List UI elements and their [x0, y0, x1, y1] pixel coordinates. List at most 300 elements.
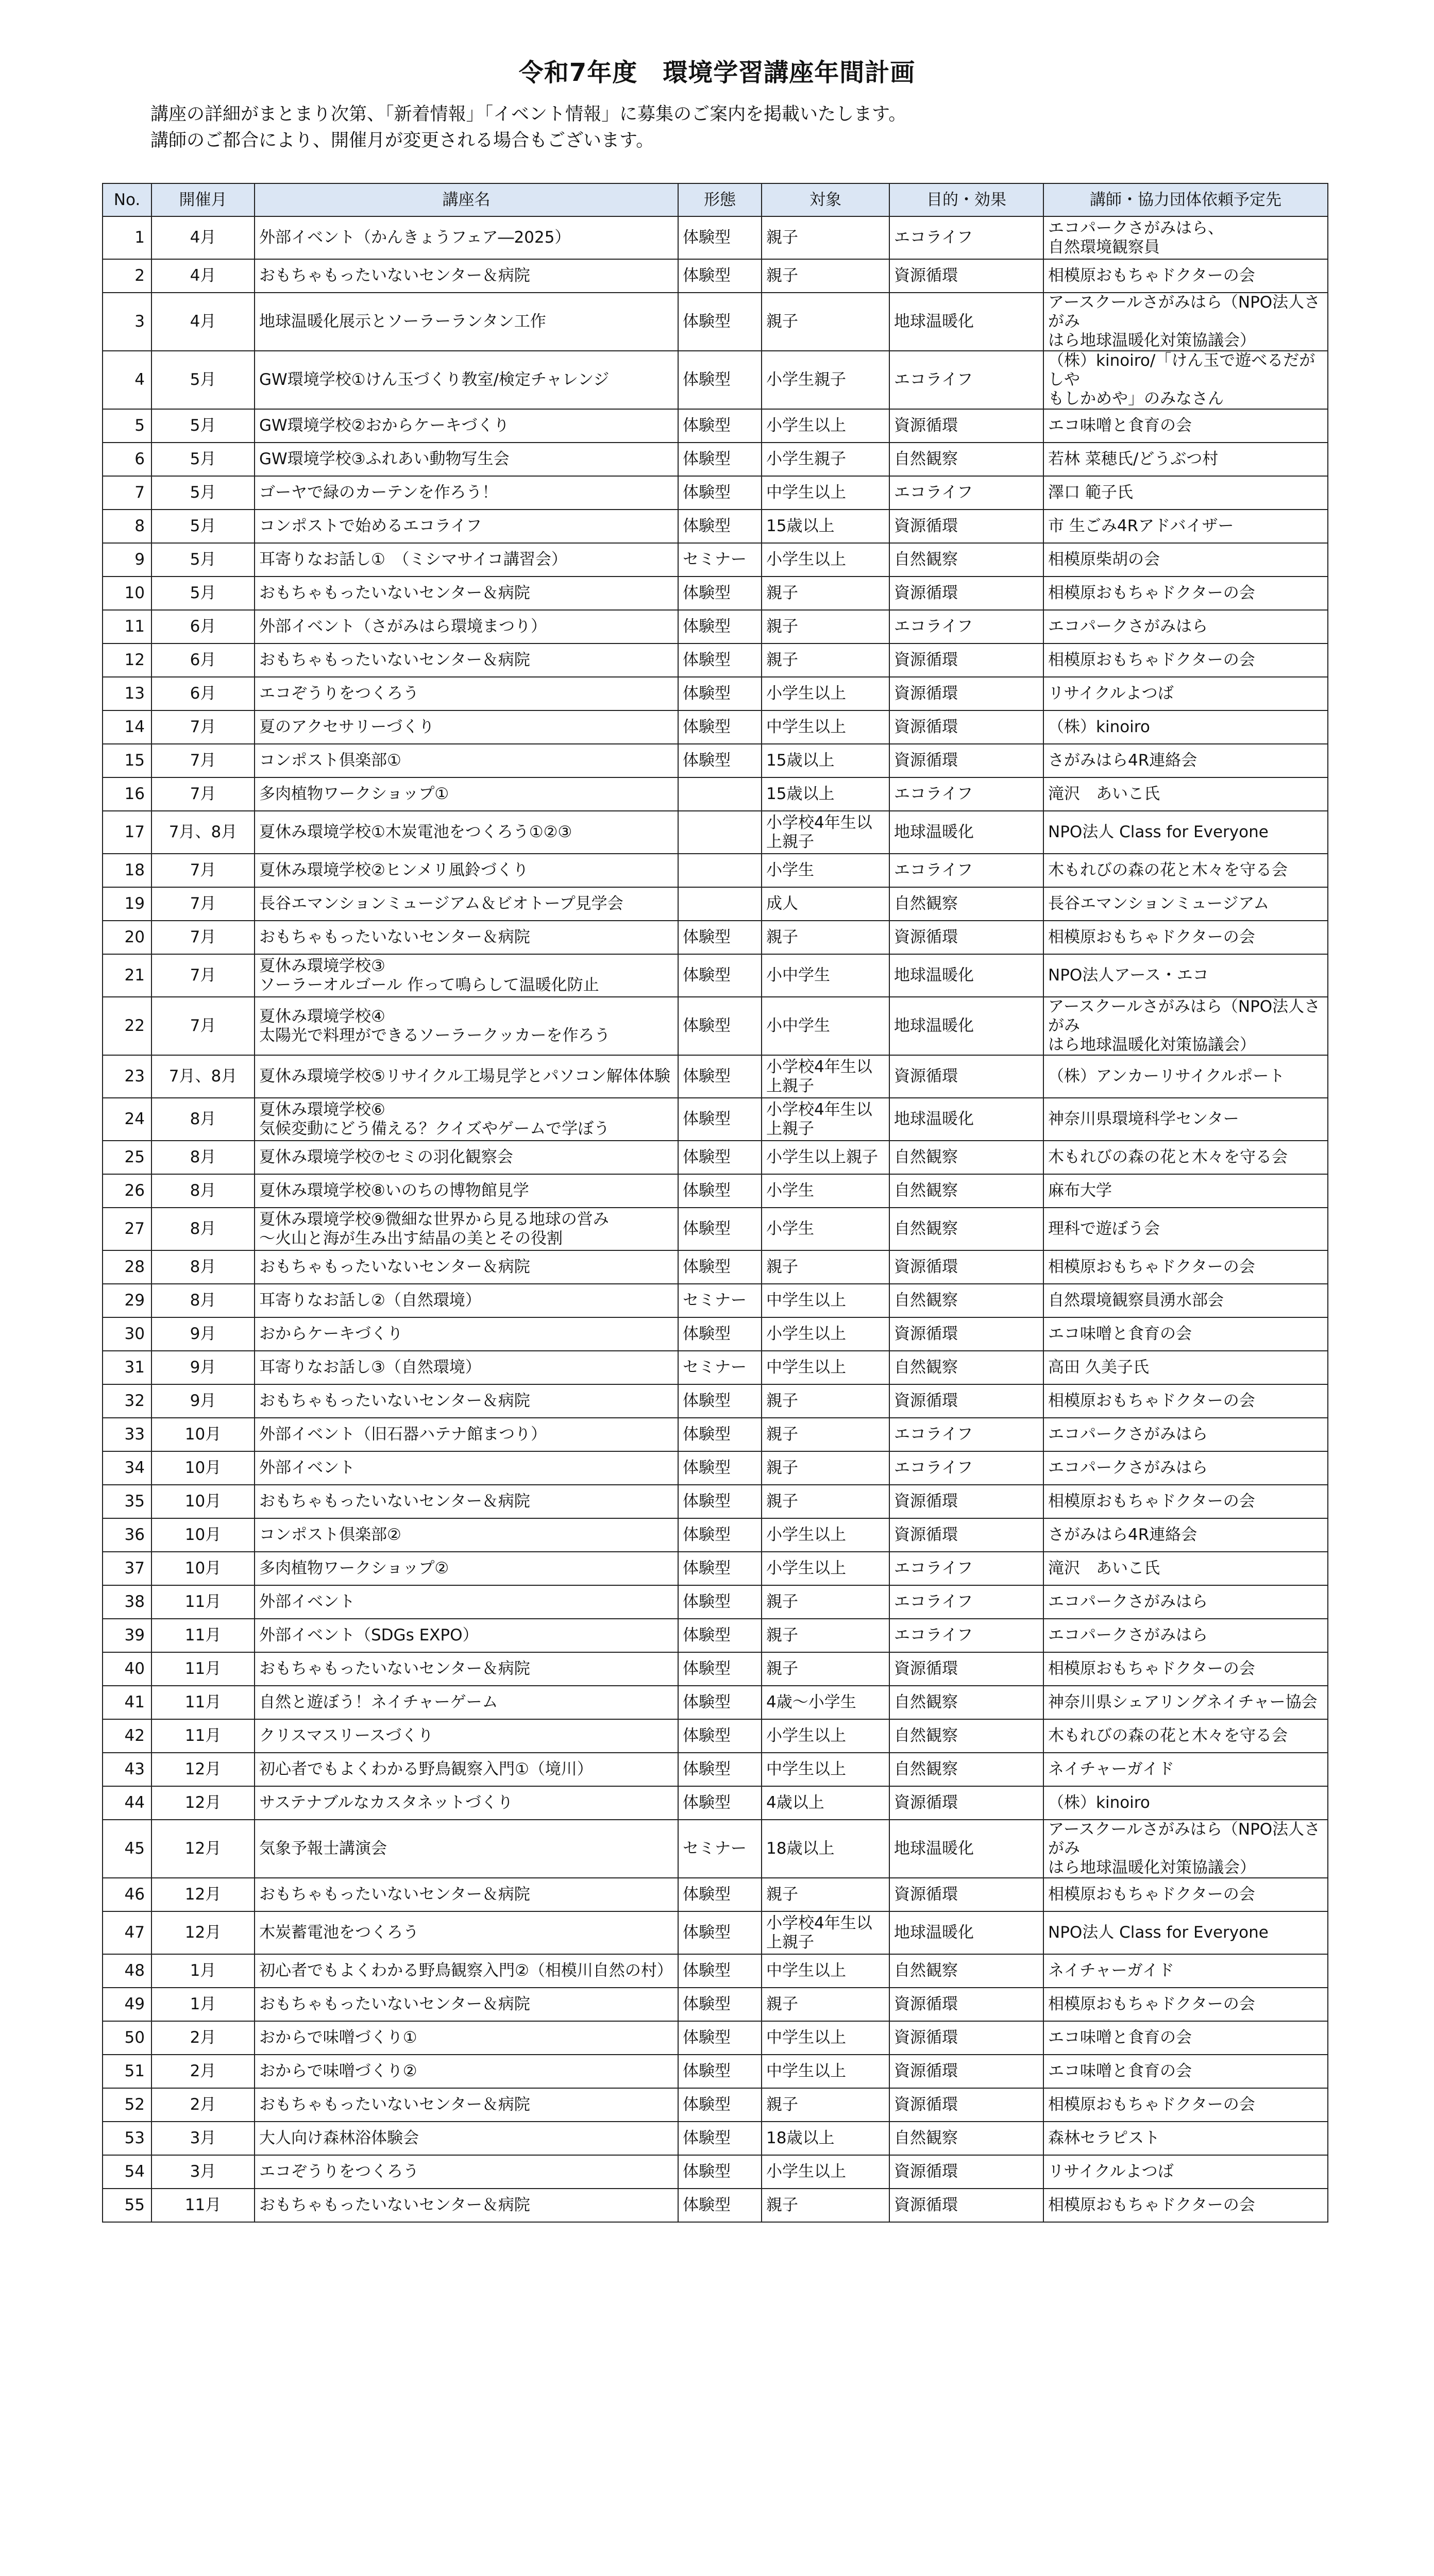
- row-month: 5月: [151, 577, 255, 610]
- table-row: [103, 2088, 1328, 2122]
- row-purpose: 自然観察: [889, 1351, 1043, 1384]
- row-course-name: コンポスト倶楽部①: [255, 744, 678, 777]
- row-target: 15歳以上: [762, 777, 889, 811]
- table-row: [103, 1552, 1328, 1585]
- row-instructor: NPO法人 Class for Everyone: [1043, 811, 1328, 854]
- header-course-name: 講座名: [255, 183, 678, 216]
- row-target: 親子: [762, 1619, 889, 1652]
- row-instructor: 相模原おもちゃドクターの会: [1043, 1485, 1328, 1518]
- row-no: 30: [103, 1317, 151, 1351]
- table-row: [103, 1954, 1328, 1988]
- row-format: 体験型: [678, 921, 762, 954]
- row-format: 体験型: [678, 1786, 762, 1820]
- table-row: [103, 1418, 1328, 1451]
- row-format: 体験型: [678, 216, 762, 259]
- table-row: [103, 1485, 1328, 1518]
- row-month: 9月: [151, 1317, 255, 1351]
- table-row: [103, 1250, 1328, 1284]
- table-row: [103, 1652, 1328, 1686]
- row-format: セミナー: [678, 543, 762, 577]
- row-format: 体験型: [678, 443, 762, 476]
- row-no: 54: [103, 2155, 151, 2189]
- row-purpose: エコライフ: [889, 1619, 1043, 1652]
- page-title: 令和7年度 環境学習講座年間計画: [518, 58, 916, 87]
- row-no: 23: [103, 1055, 151, 1098]
- row-no: 24: [103, 1098, 151, 1141]
- row-format: 体験型: [678, 710, 762, 744]
- row-purpose: 地球温暖化: [889, 811, 1043, 854]
- row-target: 親子: [762, 1384, 889, 1418]
- row-purpose: 資源循環: [889, 2088, 1043, 2122]
- row-instructor: エコパークさがみはら: [1043, 1585, 1328, 1619]
- row-target: 成人: [762, 887, 889, 921]
- row-month: 9月: [151, 1351, 255, 1384]
- table-row: [103, 1055, 1328, 1098]
- row-target: 15歳以上: [762, 510, 889, 543]
- row-format: 体験型: [678, 2189, 762, 2222]
- row-no: 9: [103, 543, 151, 577]
- row-purpose: エコライフ: [889, 777, 1043, 811]
- table-row: [103, 2122, 1328, 2155]
- row-month: 5月: [151, 510, 255, 543]
- row-instructor: 相模原おもちゃドクターの会: [1043, 2088, 1328, 2122]
- row-no: 52: [103, 2088, 151, 2122]
- row-target: 小学生以上: [762, 409, 889, 443]
- row-instructor: 神奈川県シェアリングネイチャー協会: [1043, 1686, 1328, 1719]
- row-month: 6月: [151, 643, 255, 677]
- row-no: 16: [103, 777, 151, 811]
- row-month: 7月: [151, 887, 255, 921]
- row-instructor: 理科で遊ぼう会: [1043, 1208, 1328, 1250]
- row-purpose: 資源循環: [889, 577, 1043, 610]
- row-course-name: サステナブルなカスタネットづくり: [255, 1786, 678, 1820]
- row-instructor: 若林 菜穂氏/どうぶつ村: [1043, 443, 1328, 476]
- row-course-name: 気象予報士講演会: [255, 1820, 678, 1878]
- row-course-name: 耳寄りなお話し②（自然環境）: [255, 1284, 678, 1317]
- table-row: [103, 293, 1328, 351]
- row-target: 親子: [762, 1485, 889, 1518]
- row-month: 8月: [151, 1098, 255, 1141]
- row-instructor: 相模原おもちゃドクターの会: [1043, 577, 1328, 610]
- row-target: 小学校4年生以 上親子: [762, 1098, 889, 1141]
- row-target: 親子: [762, 1451, 889, 1485]
- row-month: 6月: [151, 677, 255, 710]
- row-course-name: 外部イベント（さがみはら環境まつり）: [255, 610, 678, 643]
- row-purpose: エコライフ: [889, 1418, 1043, 1451]
- row-purpose: エコライフ: [889, 1552, 1043, 1585]
- row-no: 48: [103, 1954, 151, 1988]
- row-format: 体験型: [678, 577, 762, 610]
- row-course-name: 外部イベント（かんきょうフェア―2025）: [255, 216, 678, 259]
- row-purpose: 自然観察: [889, 1284, 1043, 1317]
- row-instructor: 滝沢 あいこ氏: [1043, 1552, 1328, 1585]
- row-target: 親子: [762, 2189, 889, 2222]
- table-row: [103, 921, 1328, 954]
- row-month: 5月: [151, 443, 255, 476]
- row-format: 体験型: [678, 1753, 762, 1786]
- row-target: 小学生以上: [762, 543, 889, 577]
- table-row: [103, 1174, 1328, 1208]
- row-no: 27: [103, 1208, 151, 1250]
- row-course-name: おもちゃもったいないセンター＆病院: [255, 2189, 678, 2222]
- row-purpose: 自然観察: [889, 887, 1043, 921]
- table-row: [103, 510, 1328, 543]
- row-format: 体験型: [678, 1552, 762, 1585]
- row-course-name: 外部イベント: [255, 1585, 678, 1619]
- row-purpose: 自然観察: [889, 1686, 1043, 1719]
- row-course-name: エコぞうりをつくろう: [255, 677, 678, 710]
- table-row: [103, 2155, 1328, 2189]
- row-no: 15: [103, 744, 151, 777]
- row-instructor: 相模原柴胡の会: [1043, 543, 1328, 577]
- table-row: [103, 259, 1328, 293]
- table-row: [103, 216, 1328, 259]
- row-instructor: エコパークさがみはら: [1043, 1418, 1328, 1451]
- row-target: 親子: [762, 1250, 889, 1284]
- row-purpose: 資源循環: [889, 643, 1043, 677]
- row-instructor: ネイチャーガイド: [1043, 1753, 1328, 1786]
- table-row: [103, 811, 1328, 854]
- header-no: No.: [103, 183, 151, 216]
- row-purpose: 地球温暖化: [889, 997, 1043, 1055]
- table-row: [103, 1384, 1328, 1418]
- row-target: 中学生以上: [762, 1284, 889, 1317]
- row-target: 小学生以上: [762, 1317, 889, 1351]
- row-month: 8月: [151, 1250, 255, 1284]
- row-purpose: 自然観察: [889, 1208, 1043, 1250]
- header-instructor: 講師・協力団体依頼予定先: [1043, 183, 1328, 216]
- row-instructor: エコパークさがみはら: [1043, 610, 1328, 643]
- row-instructor: （株）kinoiro: [1043, 1786, 1328, 1820]
- row-course-name: 外部イベント（SDGs EXPO）: [255, 1619, 678, 1652]
- row-course-name: 夏休み環境学校⑤リサイクル工場見学とパソコン解体体験: [255, 1055, 678, 1098]
- row-format: [678, 854, 762, 887]
- row-purpose: 資源循環: [889, 2055, 1043, 2088]
- row-month: 7月: [151, 997, 255, 1055]
- row-no: 39: [103, 1619, 151, 1652]
- row-month: 5月: [151, 409, 255, 443]
- row-instructor: （株）kinoiro: [1043, 710, 1328, 744]
- row-course-name: 地球温暖化展示とソーラーランタン工作: [255, 293, 678, 351]
- row-month: 7月: [151, 710, 255, 744]
- row-no: 38: [103, 1585, 151, 1619]
- row-no: 29: [103, 1284, 151, 1317]
- row-format: 体験型: [678, 1098, 762, 1141]
- table-row: [103, 744, 1328, 777]
- row-purpose: 資源循環: [889, 1485, 1043, 1518]
- row-format: 体験型: [678, 2021, 762, 2055]
- row-target: 小中学生: [762, 997, 889, 1055]
- row-target: 親子: [762, 921, 889, 954]
- row-month: 5月: [151, 351, 255, 409]
- row-format: 体験型: [678, 2055, 762, 2088]
- row-target: 小学生以上: [762, 677, 889, 710]
- row-no: 12: [103, 643, 151, 677]
- table-row: [103, 1988, 1328, 2021]
- row-month: 11月: [151, 1619, 255, 1652]
- row-month: 8月: [151, 1284, 255, 1317]
- row-month: 8月: [151, 1208, 255, 1250]
- row-target: 中学生以上: [762, 1753, 889, 1786]
- row-month: 1月: [151, 1988, 255, 2021]
- table-row: [103, 1878, 1328, 1911]
- table-row: [103, 1911, 1328, 1954]
- table-row: [103, 2055, 1328, 2088]
- row-format: 体験型: [678, 1652, 762, 1686]
- row-instructor: 相模原おもちゃドクターの会: [1043, 921, 1328, 954]
- row-format: 体験型: [678, 259, 762, 293]
- row-month: 3月: [151, 2122, 255, 2155]
- header-purpose: 目的・効果: [889, 183, 1043, 216]
- row-month: 2月: [151, 2055, 255, 2088]
- row-course-name: クリスマスリースづくり: [255, 1719, 678, 1753]
- row-month: 11月: [151, 1686, 255, 1719]
- row-instructor: さがみはら4R連絡会: [1043, 1518, 1328, 1552]
- row-instructor: エコ味噌と食育の会: [1043, 2055, 1328, 2088]
- row-instructor: さがみはら4R連絡会: [1043, 744, 1328, 777]
- row-format: [678, 887, 762, 921]
- row-purpose: エコライフ: [889, 610, 1043, 643]
- row-instructor: エコ味噌と食育の会: [1043, 1317, 1328, 1351]
- table-row: [103, 2021, 1328, 2055]
- row-format: セミナー: [678, 1284, 762, 1317]
- row-instructor: 市 生ごみ4Rアドバイザー: [1043, 510, 1328, 543]
- row-no: 8: [103, 510, 151, 543]
- table-row: [103, 643, 1328, 677]
- row-format: 体験型: [678, 2155, 762, 2189]
- row-course-name: コンポスト倶楽部②: [255, 1518, 678, 1552]
- row-purpose: エコライフ: [889, 476, 1043, 510]
- row-no: 34: [103, 1451, 151, 1485]
- row-course-name: おもちゃもったいないセンター＆病院: [255, 921, 678, 954]
- row-purpose: 資源循環: [889, 1878, 1043, 1911]
- row-format: 体験型: [678, 2122, 762, 2155]
- row-format: 体験型: [678, 997, 762, 1055]
- row-purpose: 資源循環: [889, 259, 1043, 293]
- row-month: 7月: [151, 744, 255, 777]
- row-target: 親子: [762, 2088, 889, 2122]
- row-no: 47: [103, 1911, 151, 1954]
- table-row: [103, 1451, 1328, 1485]
- row-month: 12月: [151, 1786, 255, 1820]
- row-instructor: 神奈川県環境科学センター: [1043, 1098, 1328, 1141]
- row-instructor: 滝沢 あいこ氏: [1043, 777, 1328, 811]
- row-purpose: 資源循環: [889, 2021, 1043, 2055]
- table-row: [103, 1820, 1328, 1878]
- table-row: [103, 1686, 1328, 1719]
- table-row: [103, 610, 1328, 643]
- row-format: 体験型: [678, 1585, 762, 1619]
- row-no: 18: [103, 854, 151, 887]
- row-target: 中学生以上: [762, 1351, 889, 1384]
- row-no: 32: [103, 1384, 151, 1418]
- row-month: 3月: [151, 2155, 255, 2189]
- row-target: 親子: [762, 216, 889, 259]
- row-target: 小学生: [762, 1208, 889, 1250]
- row-course-name: ゴーヤで緑のカーテンを作ろう！: [255, 476, 678, 510]
- row-target: 親子: [762, 1418, 889, 1451]
- row-target: 親子: [762, 643, 889, 677]
- table-row: [103, 1141, 1328, 1174]
- row-course-name: 夏休み環境学校③ ソーラーオルゴール 作って鳴らして温暖化防止: [255, 954, 678, 997]
- row-instructor: 相模原おもちゃドクターの会: [1043, 643, 1328, 677]
- row-purpose: エコライフ: [889, 1585, 1043, 1619]
- row-no: 41: [103, 1686, 151, 1719]
- row-no: 45: [103, 1820, 151, 1878]
- row-format: 体験型: [678, 954, 762, 997]
- row-purpose: 自然観察: [889, 1719, 1043, 1753]
- row-month: 1月: [151, 1954, 255, 1988]
- row-instructor: エコパークさがみはら: [1043, 1619, 1328, 1652]
- row-course-name: 夏休み環境学校⑨微細な世界から見る地球の営み ～火山と海が生み出す結晶の美とその役割: [255, 1208, 678, 1250]
- row-target: 小学校4年生以 上親子: [762, 1911, 889, 1954]
- intro-line: 講師のご都合により、開催月が変更される場合もございます。: [150, 130, 654, 151]
- row-purpose: エコライフ: [889, 216, 1043, 259]
- row-target: 小学生以上: [762, 1719, 889, 1753]
- row-target: 小学生: [762, 1174, 889, 1208]
- row-format: 体験型: [678, 1619, 762, 1652]
- table-row: [103, 1786, 1328, 1820]
- row-no: 55: [103, 2189, 151, 2222]
- row-no: 4: [103, 351, 151, 409]
- row-no: 17: [103, 811, 151, 854]
- row-target: 18歳以上: [762, 1820, 889, 1878]
- row-target: 4歳以上: [762, 1786, 889, 1820]
- row-month: 4月: [151, 293, 255, 351]
- row-course-name: 初心者でもよくわかる野鳥観察入門①（境川）: [255, 1753, 678, 1786]
- row-course-name: おもちゃもったいないセンター＆病院: [255, 643, 678, 677]
- row-format: 体験型: [678, 409, 762, 443]
- row-month: 10月: [151, 1552, 255, 1585]
- row-instructor: （株）kinoiro/「けん玉で遊べるだがしや もしかめや」のみなさん: [1043, 351, 1328, 409]
- row-format: [678, 811, 762, 854]
- row-instructor: アースクールさがみはら（NPO法人さがみ はら地球温暖化対策協議会）: [1043, 997, 1328, 1055]
- row-instructor: 木もれびの森の花と木々を守る会: [1043, 854, 1328, 887]
- row-purpose: 資源循環: [889, 1786, 1043, 1820]
- header-month: 開催月: [151, 183, 255, 216]
- row-purpose: エコライフ: [889, 854, 1043, 887]
- row-instructor: 相模原おもちゃドクターの会: [1043, 259, 1328, 293]
- row-month: 12月: [151, 1911, 255, 1954]
- row-month: 4月: [151, 259, 255, 293]
- row-instructor: 木もれびの森の花と木々を守る会: [1043, 1719, 1328, 1753]
- row-purpose: 地球温暖化: [889, 1911, 1043, 1954]
- schedule-table: [102, 183, 1328, 2223]
- row-month: 5月: [151, 543, 255, 577]
- row-purpose: 地球温暖化: [889, 293, 1043, 351]
- row-format: 体験型: [678, 476, 762, 510]
- row-course-name: GW環境学校③ふれあい動物写生会: [255, 443, 678, 476]
- row-course-name: おもちゃもったいないセンター＆病院: [255, 1250, 678, 1284]
- row-purpose: 自然観察: [889, 543, 1043, 577]
- row-no: 33: [103, 1418, 151, 1451]
- row-instructor: 高田 久美子氏: [1043, 1351, 1328, 1384]
- row-purpose: 資源循環: [889, 1652, 1043, 1686]
- table-row: [103, 1317, 1328, 1351]
- row-instructor: NPO法人 Class for Everyone: [1043, 1911, 1328, 1954]
- row-no: 25: [103, 1141, 151, 1174]
- row-month: 10月: [151, 1418, 255, 1451]
- table-row: [103, 1284, 1328, 1317]
- row-purpose: 資源循環: [889, 1317, 1043, 1351]
- row-purpose: エコライフ: [889, 1451, 1043, 1485]
- row-course-name: GW環境学校②おからケーキづくり: [255, 409, 678, 443]
- row-target: 親子: [762, 1988, 889, 2021]
- row-format: 体験型: [678, 1208, 762, 1250]
- row-instructor: エコ味噌と食育の会: [1043, 2021, 1328, 2055]
- row-no: 6: [103, 443, 151, 476]
- row-course-name: 夏のアクセサリーづくり: [255, 710, 678, 744]
- table-row: [103, 1719, 1328, 1753]
- row-format: 体験型: [678, 1384, 762, 1418]
- table-row: [103, 777, 1328, 811]
- row-no: 26: [103, 1174, 151, 1208]
- row-purpose: 資源循環: [889, 921, 1043, 954]
- row-format: 体験型: [678, 1878, 762, 1911]
- row-instructor: 相模原おもちゃドクターの会: [1043, 1878, 1328, 1911]
- row-purpose: 地球温暖化: [889, 1098, 1043, 1141]
- row-instructor: NPO法人アース・エコ: [1043, 954, 1328, 997]
- row-month: 10月: [151, 1518, 255, 1552]
- row-purpose: 資源循環: [889, 1518, 1043, 1552]
- row-month: 7月: [151, 777, 255, 811]
- row-format: 体験型: [678, 1954, 762, 1988]
- table-row: [103, 854, 1328, 887]
- row-purpose: 資源循環: [889, 2189, 1043, 2222]
- row-target: 小学生: [762, 854, 889, 887]
- row-course-name: 大人向け森林浴体験会: [255, 2122, 678, 2155]
- table-row: [103, 997, 1328, 1055]
- row-instructor: アースクールさがみはら（NPO法人さがみ はら地球温暖化対策協議会）: [1043, 1820, 1328, 1878]
- row-no: 20: [103, 921, 151, 954]
- table-row: [103, 677, 1328, 710]
- table-row: [103, 1518, 1328, 1552]
- row-month: 7月、8月: [151, 811, 255, 854]
- row-instructor: リサイクルよつば: [1043, 2155, 1328, 2189]
- row-month: 12月: [151, 1753, 255, 1786]
- row-course-name: 夏休み環境学校⑥ 気候変動にどう備える？クイズやゲームで学ぼう: [255, 1098, 678, 1141]
- row-format: 体験型: [678, 643, 762, 677]
- row-format: 体験型: [678, 744, 762, 777]
- table-row: [103, 710, 1328, 744]
- row-instructor: （株）アンカーリサイクルポート: [1043, 1055, 1328, 1098]
- table-header-row: [103, 183, 1328, 216]
- row-instructor: 相模原おもちゃドクターの会: [1043, 1384, 1328, 1418]
- row-month: 12月: [151, 1820, 255, 1878]
- row-purpose: 自然観察: [889, 2122, 1043, 2155]
- row-format: 体験型: [678, 1418, 762, 1451]
- row-target: 中学生以上: [762, 476, 889, 510]
- row-purpose: 資源循環: [889, 1250, 1043, 1284]
- row-no: 10: [103, 577, 151, 610]
- row-instructor: 長谷エマンションミュージアム: [1043, 887, 1328, 921]
- row-purpose: 資源循環: [889, 1384, 1043, 1418]
- table-row: [103, 409, 1328, 443]
- row-target: 親子: [762, 293, 889, 351]
- row-target: 中学生以上: [762, 2021, 889, 2055]
- row-format: 体験型: [678, 677, 762, 710]
- row-course-name: 長谷エマンションミュージアム＆ビオトープ見学会: [255, 887, 678, 921]
- row-instructor: 相模原おもちゃドクターの会: [1043, 2189, 1328, 2222]
- row-no: 1: [103, 216, 151, 259]
- row-course-name: おからで味噌づくり①: [255, 2021, 678, 2055]
- row-month: 11月: [151, 1652, 255, 1686]
- row-course-name: エコぞうりをつくろう: [255, 2155, 678, 2189]
- row-month: 12月: [151, 1878, 255, 1911]
- row-target: 小学生親子: [762, 443, 889, 476]
- table-row: [103, 1585, 1328, 1619]
- header-format: 形態: [678, 183, 762, 216]
